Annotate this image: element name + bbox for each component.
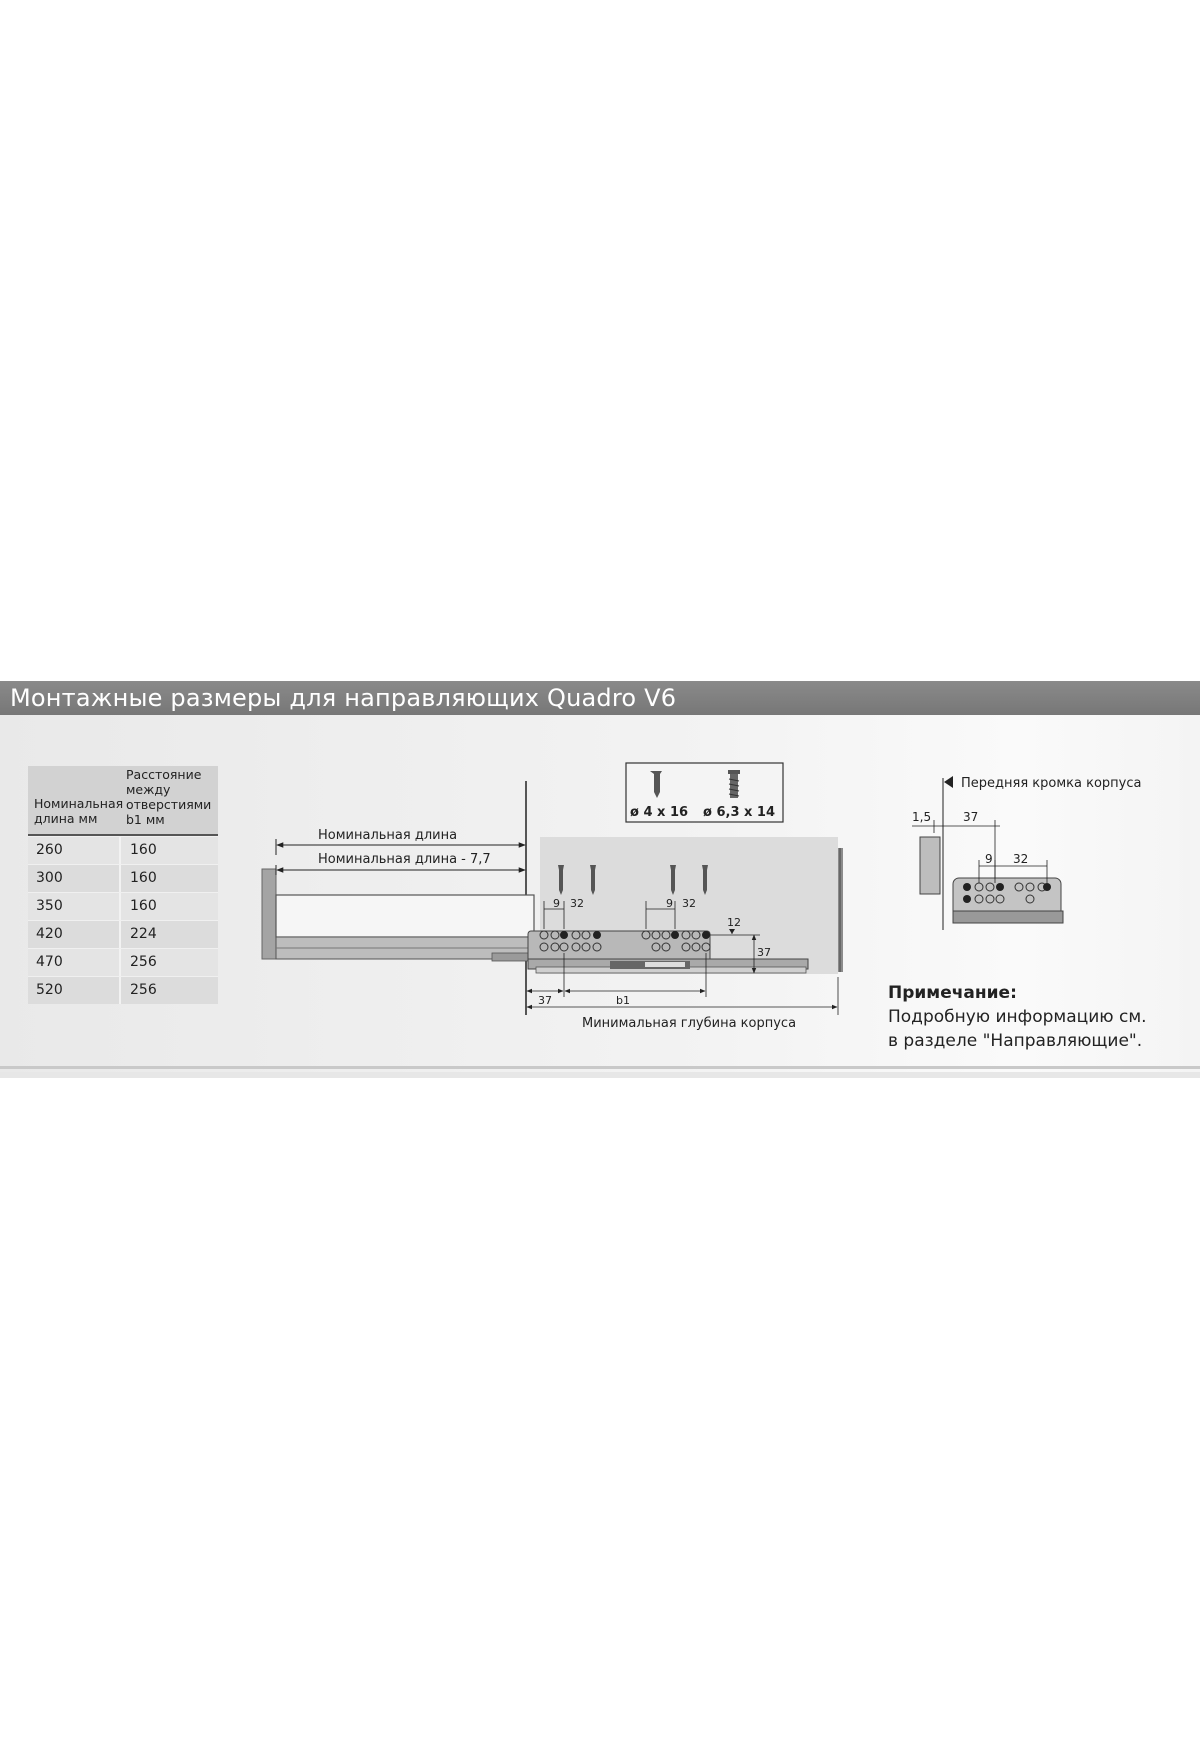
cell-b1: 256 xyxy=(119,977,218,1004)
detail-dim-32-label: 32 xyxy=(1013,852,1029,866)
cell-length: 520 xyxy=(36,982,63,998)
cell-b1: 256 xyxy=(119,949,218,976)
cell-length: 260 xyxy=(36,842,63,858)
cell-b1: 160 xyxy=(119,893,218,920)
dim-9-label-2: 9 xyxy=(666,897,673,910)
note-title: Примечание: xyxy=(888,983,1017,1003)
dim-12-label: 12 xyxy=(727,916,741,929)
cell-b1: 224 xyxy=(119,921,218,948)
note-line-2: в разделе "Направляющие". xyxy=(888,1031,1143,1051)
detail-view xyxy=(912,776,1141,930)
nominal-length-minus-label: Номинальная длина - 7,7 xyxy=(318,852,491,867)
cell-length: 350 xyxy=(36,898,63,914)
dim-1-5-label: 1,5 xyxy=(912,810,932,824)
dim-32-label-2: 32 xyxy=(682,897,696,910)
note-line-1: Подробную информацию см. xyxy=(888,1007,1147,1027)
nominal-length-label: Номинальная длина xyxy=(318,828,458,843)
dim-b1-label: b1 xyxy=(616,994,630,1007)
drawer-front xyxy=(262,869,276,959)
screw-legend xyxy=(626,763,783,822)
cell-length: 420 xyxy=(36,926,63,942)
front-edge-label: Передняя кромка корпуса xyxy=(961,776,1142,791)
screw2-label: ø 6,3 x 14 xyxy=(703,805,776,820)
min-depth-label: Минимальная глубина корпуса xyxy=(582,1016,797,1031)
dim-9-label: 9 xyxy=(553,897,560,910)
note-block xyxy=(888,981,1188,1053)
cabinet-edge xyxy=(920,837,940,894)
drawer-side xyxy=(276,895,534,937)
detail-dim-9-label: 9 xyxy=(985,852,993,866)
dim-37-label: 37 xyxy=(538,994,552,1007)
screw1-label: ø 4 x 16 xyxy=(630,805,689,820)
nominal-length-dimension xyxy=(276,828,525,875)
cell-b1: 160 xyxy=(119,865,218,892)
cabinet-back xyxy=(838,848,843,972)
dim-32-label: 32 xyxy=(570,897,584,910)
section-title: Монтажные размеры для направляющих Quadro V6 xyxy=(0,681,1200,715)
cell-length: 300 xyxy=(36,870,63,886)
header-hole-distance: Расстояние между отверстиями b1 мм xyxy=(126,767,212,827)
cell-b1: 160 xyxy=(119,837,218,864)
arrow-left-icon xyxy=(944,776,953,788)
cell-length: 470 xyxy=(36,954,63,970)
detail-dim-37-label: 37 xyxy=(963,810,979,824)
header-nominal-length: Номинальная длина мм xyxy=(34,796,124,826)
dim-37-vertical-label: 37 xyxy=(757,946,771,959)
